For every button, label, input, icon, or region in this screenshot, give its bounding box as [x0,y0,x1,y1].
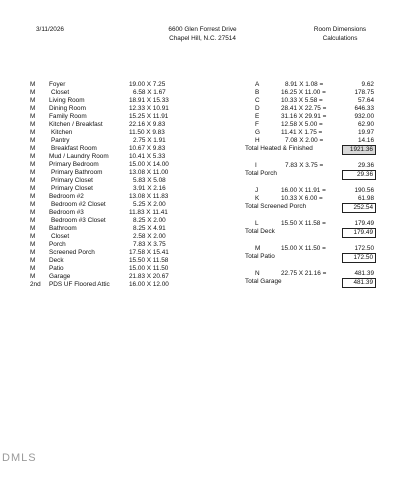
room-dimensions: 13.08 X 11.83 [129,193,169,200]
room-dimensions: 11.50 X 9.83 [129,129,165,136]
total-heated-row [0,146,405,155]
calc-key: J [255,187,259,194]
calc-value: 57.64 [358,97,374,104]
total-screened-value: 252.54 [342,203,376,213]
total-patio-row [0,254,405,263]
room-dimensions: 5.25 X 2.00 [133,201,166,208]
total-deck-label: Total Deck [245,228,275,235]
room-dimensions: 11.83 X 11.41 [129,209,168,216]
room-level: M [30,185,36,192]
calc-value: 481.39 [354,270,374,277]
calc-key: E [255,113,260,120]
room-level: M [30,105,36,112]
room-level: M [30,89,36,96]
document-date: 3/11/2026 [36,26,64,33]
room-dimensions: 8.25 X 4.91 [133,225,166,232]
calc-row [0,82,405,90]
room-name: Closet [51,233,70,240]
room-level: M [30,193,36,200]
room-name: Closet [51,89,70,96]
room-dimensions: 13.08 X 11.00 [129,169,169,176]
calc-key: H [255,137,260,144]
room-level: M [30,153,36,160]
calc-key: K [255,195,260,202]
room-dimensions: 8.25 X 2.00 [133,217,166,224]
total-patio-value: 172.50 [342,253,376,263]
calc-key: B [255,89,260,96]
room-dimensions: 2.75 X 1.91 [133,137,166,144]
room-level: M [30,81,36,88]
room-name: Pantry [51,137,70,144]
room-name: Primary Closet [51,185,93,192]
calc-key: F [255,121,259,128]
title-line-2: Calculations [322,35,358,42]
room-dimensions: 6.58 X 1.67 [133,89,166,96]
calc-expression: 10.33 X 5.58 = [281,97,323,104]
room-name: Living Room [49,97,85,104]
room-name: Patio [49,265,64,272]
calc-value: 19.97 [358,129,374,136]
total-garage-value: 481.39 [342,278,376,288]
calc-row [0,114,405,122]
room-dimensions: 19.00 X 7.25 [129,81,166,88]
calc-row [0,90,405,98]
room-name: Bedroom #3 [49,209,84,216]
calc-expression: 7.83 X 3.75 = [285,162,324,169]
room-level: M [30,209,36,216]
calc-expression: 31.16 X 29.91 = [281,113,327,120]
calc-key: I [255,162,257,169]
room-name: Screened Porch [49,249,95,256]
total-deck-value: 179.49 [342,228,376,238]
calc-row [0,106,405,114]
calc-row [0,130,405,138]
calc-row [0,122,405,130]
room-level: M [30,169,36,176]
room-level: 2nd [30,281,41,288]
room-level: M [30,177,36,184]
calc-value: 190.56 [354,187,374,194]
room-name: Primary Closet [51,177,93,184]
room-name: Breakfast Room [51,145,97,152]
total-screened-row [0,201,405,213]
room-level: M [30,257,36,264]
room-dimensions: 16.00 X 12.00 [129,281,169,288]
room-name: Foyer [49,81,66,88]
calc-expression: 22.75 X 21.16 = [281,270,327,277]
total-porch-row [0,171,405,180]
room-level: M [30,201,36,208]
room-level: M [30,249,36,256]
room-level: M [30,145,36,152]
room-name: PDS UF Floored Attic [49,281,110,288]
calc-value: 9.62 [361,81,374,88]
calc-key: L [255,220,259,227]
calc-expression: 11.41 X 1.75 = [281,129,323,136]
room-name: Mud / Laundry Room [49,153,109,160]
title-line-1: Room Dimensions [313,26,367,33]
room-dimensions: 22.16 X 9.83 [129,121,166,128]
calc-expression: 15.50 X 11.58 = [281,220,326,227]
room-dimensions: 21.83 X 20.67 [129,273,169,280]
room-level: M [30,225,36,232]
room-dimensions: 15.50 X 11.58 [129,257,169,264]
calc-row [0,185,405,196]
room-name: Bathroom [49,225,77,232]
room-dimensions: 2.58 X 2.00 [133,233,166,240]
calc-value: 172.50 [354,245,374,252]
room-name: Kitchen / Breakfast [49,121,103,128]
room-level: M [30,161,36,168]
room-level: M [30,129,36,136]
room-dimensions: 5.83 X 5.08 [133,177,166,184]
room-name: Porch [49,241,66,248]
calc-value: 62.90 [358,121,374,128]
calc-key: C [255,97,260,104]
calc-row [0,98,405,106]
room-name: Primary Bathroom [51,169,103,176]
calc-value: 646.33 [354,105,374,112]
room-name: Bedroom #3 Closet [51,217,106,224]
room-name: Deck [49,257,64,264]
room-name: Family Room [49,113,87,120]
total-patio-label: Total Patio [245,253,275,260]
room-level: M [30,241,36,248]
property-address [140,25,265,43]
calc-value: 179.49 [354,220,374,227]
room-dimensions: 18.91 X 15.33 [129,97,169,104]
total-screened-label: Total Screened Porch [245,203,307,210]
room-level: M [30,265,36,272]
room-level: M [30,113,36,120]
room-dimensions: 3.91 X 2.16 [133,185,166,192]
calc-key: M [255,245,261,252]
calc-key: D [255,105,260,112]
document-title [300,25,380,43]
room-level: M [30,97,36,104]
calc-expression: 16.00 X 11.91 = [281,187,326,194]
room-dimensions: 15.00 X 14.00 [129,161,169,168]
room-level: M [30,121,36,128]
calc-expression: 15.00 X 11.50 = [281,245,326,252]
room-dimensions: 7.83 X 3.75 [133,241,166,248]
calc-key: G [255,129,260,136]
room-dimensions: 15.25 X 11.91 [129,113,169,120]
room-name: Primary Bedroom [49,161,99,168]
room-dimensions: 17.58 X 15.41 [129,249,169,256]
total-heated-value: 1921.36 [342,145,376,155]
calc-expression: 10.33 X 6.00 = [281,195,323,202]
calc-expression: 12.58 X 5.00 = [281,121,323,128]
room-name: Garage [49,273,71,280]
total-garage-row [0,279,405,288]
room-dimensions: 10.41 X 5.33 [129,153,166,160]
calc-expression: 28.41 X 22.75 = [281,105,327,112]
room-dimensions: 12.33 X 10.91 [129,105,169,112]
calc-value: 61.98 [358,195,374,202]
room-level: M [30,233,36,240]
calc-key: A [255,81,260,88]
room-level: M [30,137,36,144]
calc-expression: 8.91 X 1.08 = [285,81,324,88]
room-level: M [30,273,36,280]
calc-value: 29.36 [358,162,374,169]
calc-value: 14.16 [358,137,374,144]
dmls-watermark: DMLS [2,452,37,464]
room-name: Dining Room [49,105,86,112]
total-garage-label: Total Garage [245,278,282,285]
room-dimensions: 15.00 X 11.50 [129,265,169,272]
address-city: Chapel Hill, N.C. 27514 [169,35,236,42]
address-street: 6600 Glen Forrest Drive [168,26,237,33]
room-name: Bedroom #2 [49,193,84,200]
total-porch-value: 29.36 [342,170,376,180]
calc-value: 178.75 [354,89,374,96]
total-porch-label: Total Porch [245,170,277,177]
room-level: M [30,217,36,224]
calc-key: N [255,270,260,277]
calc-expression: 16.25 X 11.00 = [281,89,326,96]
total-heated-label: Total Heated & Finished [245,145,313,152]
total-deck-row [0,229,405,238]
calc-value: 932.00 [354,113,374,120]
room-dimensions: 10.67 X 9.83 [129,145,166,152]
room-name: Bedroom #2 Closet [51,201,106,208]
room-name: Kitchen [51,129,73,136]
calc-expression: 7.08 X 2.00 = [285,137,324,144]
